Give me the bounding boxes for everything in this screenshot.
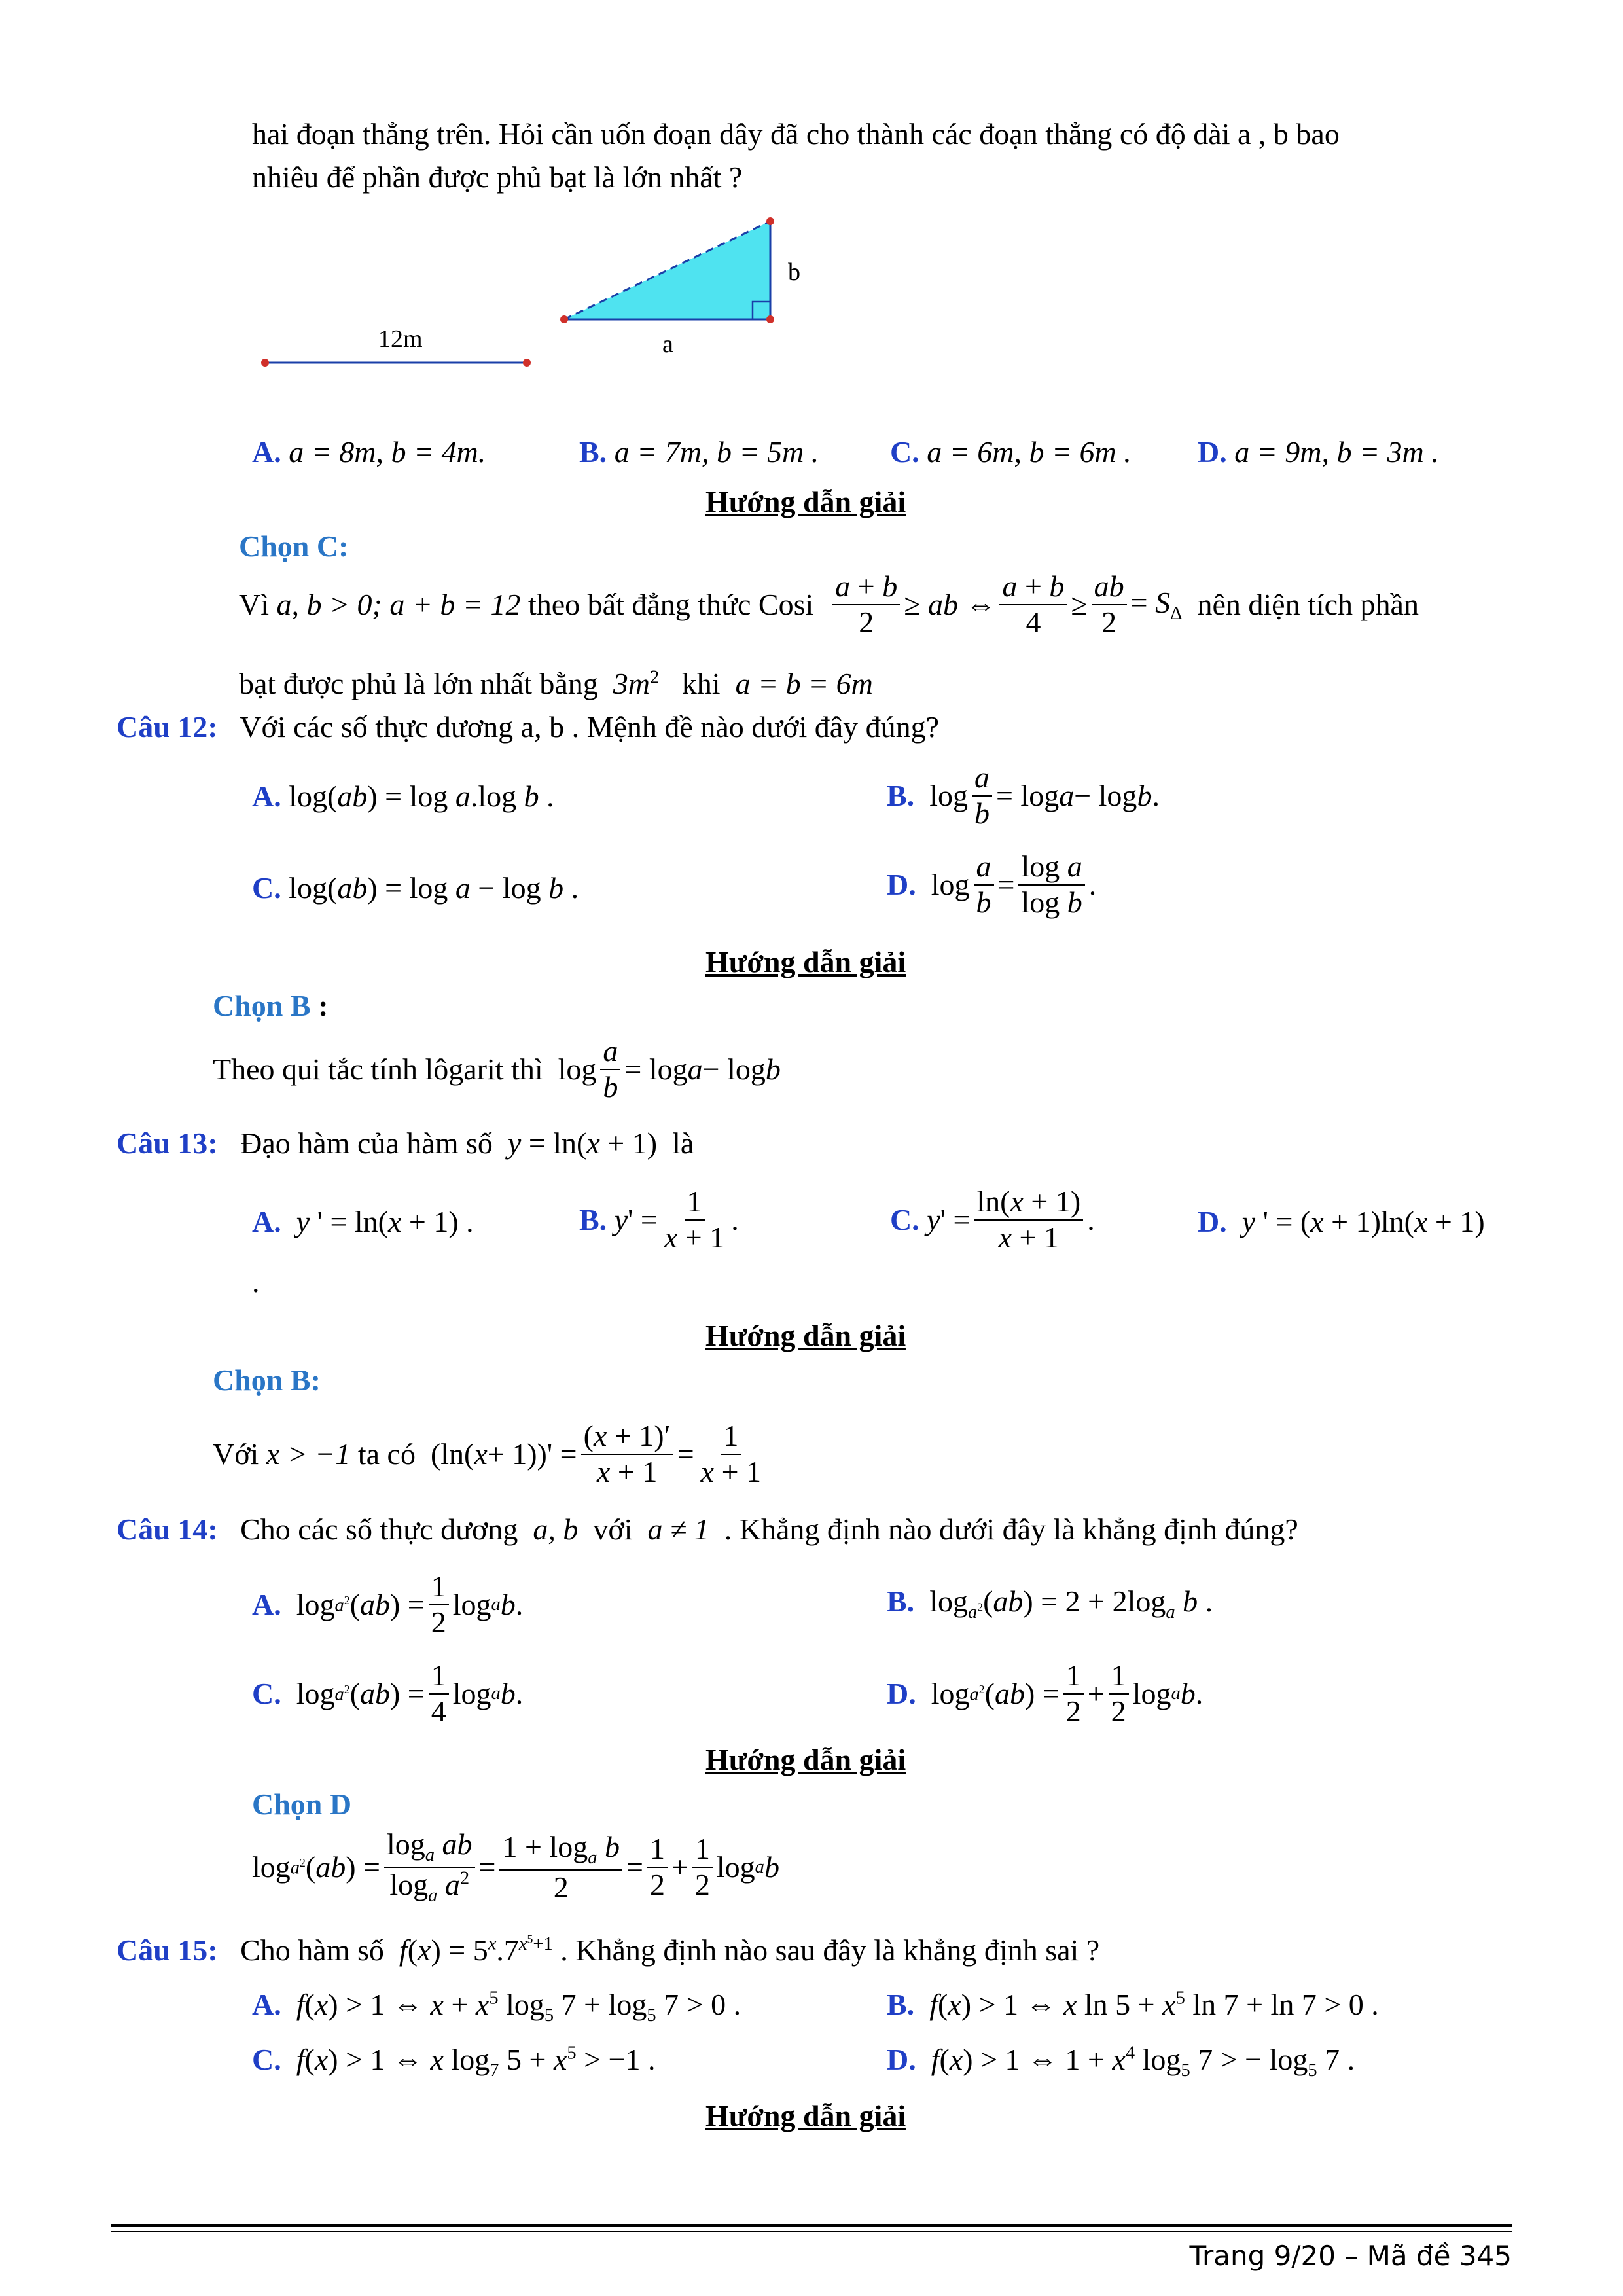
q12-guide-heading: Hướng dẫn giải (705, 945, 906, 978)
segment-label: 12m (378, 325, 423, 353)
side-b-label: b (788, 259, 800, 286)
q14-guide-heading: Hướng dẫn giải (705, 1743, 906, 1776)
q11-option-d[interactable]: D. a = 9m, b = 3m . (1198, 435, 1439, 469)
q15-guide-heading: Hướng dẫn giải (705, 2099, 906, 2132)
q11-solution-line1: Vì a, b > 0; a + b = 12 theo bất đẳng thức Cosi $\frac{a + b}{2}$ ≥ ab ⇔ $\frac{a + b}{4}$ ≥ $\frac{ab}{2}$ = $S_\Delta$ nên diện tích phần (239, 569, 1419, 639)
q13-option-a[interactable]: A. y ' = ln(x + 1) . (252, 1205, 474, 1238)
q14-option-b[interactable]: B. $\log_{a^2}(ab) = 2 + 2\log_a$ b . (887, 1585, 1213, 1623)
triangle-vertex (766, 315, 774, 323)
q12-choose: Chọn B : (213, 989, 329, 1022)
q14-option-a[interactable]: A. log $a^2$ ( ab ) = $\frac{1}{2}$ log a b . (252, 1570, 524, 1639)
q11-solution-line2: bạt được phủ là lớn nhất bằng $3m^2$ khi a = b = 6m (239, 667, 873, 700)
intro-line-1: hai đoạn thẳng trên. Hỏi cần uốn đoạn dây đã cho thành các đoạn thẳng có độ dài a , b bao (252, 117, 1340, 151)
q15-option-d[interactable]: D. f(x) > 1 ⇔ $1 + x^4$ $\log_5 7$ > − $\log_5 7$ . (887, 2043, 1355, 2081)
q11-option-b[interactable]: B. a = 7m, b = 5m . (579, 435, 819, 469)
q11-guide-heading: Hướng dẫn giải (705, 485, 906, 518)
q13-choose: Chọn B: (213, 1363, 321, 1397)
segment-endpoint-right (523, 359, 531, 367)
q12-option-b[interactable]: B. log $\frac{a}{b}$ = log a − log b . (887, 761, 1160, 830)
q13-solution: Với x > −1 ta có (ln( x + 1))' = $\frac{(x + 1)'}{x + 1}$ = $\frac{1}{x + 1}$ (213, 1419, 762, 1488)
q13-question: Câu 13: Đạo hàm của hàm số y = ln(x + 1) là (116, 1126, 694, 1160)
q14-question: Câu 14: Cho các số thực dương a, b với a ≠ 1 . Khẳng định nào dưới đây là khẳng định đúng? (116, 1513, 1298, 1546)
q13-option-b[interactable]: B. y ' = $\frac{1}{x + 1}$ . (579, 1185, 739, 1254)
q13-guide-heading: Hướng dẫn giải (705, 1319, 906, 1352)
q13-option-c[interactable]: C. y ' = $\frac{\ln(x + 1)}{x + 1}$ . (890, 1185, 1095, 1254)
triangle-fill (564, 221, 770, 319)
triangle-vertex (560, 315, 568, 323)
q12-option-d[interactable]: D. log $\frac{a}{b}$ = $\frac{\text{log a}}{\text{log b}}$ . (887, 850, 1097, 919)
q12-option-a[interactable]: A. log(ab) = log a.log b . (252, 780, 554, 813)
footer-rule-thick (111, 2224, 1512, 2227)
triangle-vertex (766, 217, 774, 225)
q11-option-c[interactable]: C. a = 6m, b = 6m . (890, 435, 1132, 469)
q12-question: Câu 12: Với các số thực dương a, b . Mệnh đề nào dưới đây đúng? (116, 710, 940, 744)
q14-option-c[interactable]: C. log $a^2$ ( ab ) = $\frac{1}{4}$ log a b . (252, 1659, 524, 1728)
figure-triangle (249, 209, 812, 380)
page-footer: Trang 9/20 – Mã đề 345 (1189, 2240, 1512, 2272)
q12-solution: Theo qui tắc tính lôgarit thì log $\frac{a}{b}$ = log a − log b (213, 1034, 781, 1103)
q11-option-a[interactable]: A. a = 8m, b = 4m. (252, 435, 486, 469)
intro-line-2: nhiêu để phần được phủ bạt là lớn nhất ? (252, 160, 743, 194)
q15-option-a[interactable]: A. f(x) > 1 ⇔ $x + x^5$ $\log_5 7 + \log_5 7 > 0$ . (252, 1988, 741, 2026)
q13-option-d[interactable]: D. y ' = (x + 1)ln(x + 1) (1198, 1205, 1485, 1238)
q12-option-c[interactable]: C. log(ab) = log a − log b . (252, 871, 579, 905)
q15-option-c[interactable]: C. f(x) > 1 ⇔ x $\log_7 5 + x^5 > -1$ . (252, 2043, 656, 2081)
q11-choose: Chọn C: (239, 529, 349, 563)
q14-option-d[interactable]: D. log $a^2$ ( ab ) = $\frac{1}{2}$ + $\frac{1}{2}$ log a b . (887, 1659, 1204, 1728)
footer-rule-thin (111, 2231, 1512, 2232)
segment-endpoint-left (261, 359, 269, 367)
q14-choose: Chọn D (252, 1787, 352, 1821)
q15-question: Câu 15: Cho hàm số $f(x) = 5^x.7^{x^5+1}$ . Khẳng định nào sau đây là khẳng định sai ? (116, 1932, 1100, 1967)
q15-option-b[interactable]: B. f(x) > 1 ⇔ x $\ln 5 + x^5$ ln 7 + ln 7 > 0 . (887, 1988, 1379, 2021)
q14-solution: log $a^2$ ( ab ) = $\frac{\log_a ab}{\log_a a^2}$ = $\frac{1 + \log_a b}{2}$ = $\frac{1}{2}$ + $\frac{1}{2}$ log a b (252, 1827, 779, 1907)
side-a-label: a (662, 331, 673, 358)
q13-stray-dot: . (252, 1265, 260, 1299)
